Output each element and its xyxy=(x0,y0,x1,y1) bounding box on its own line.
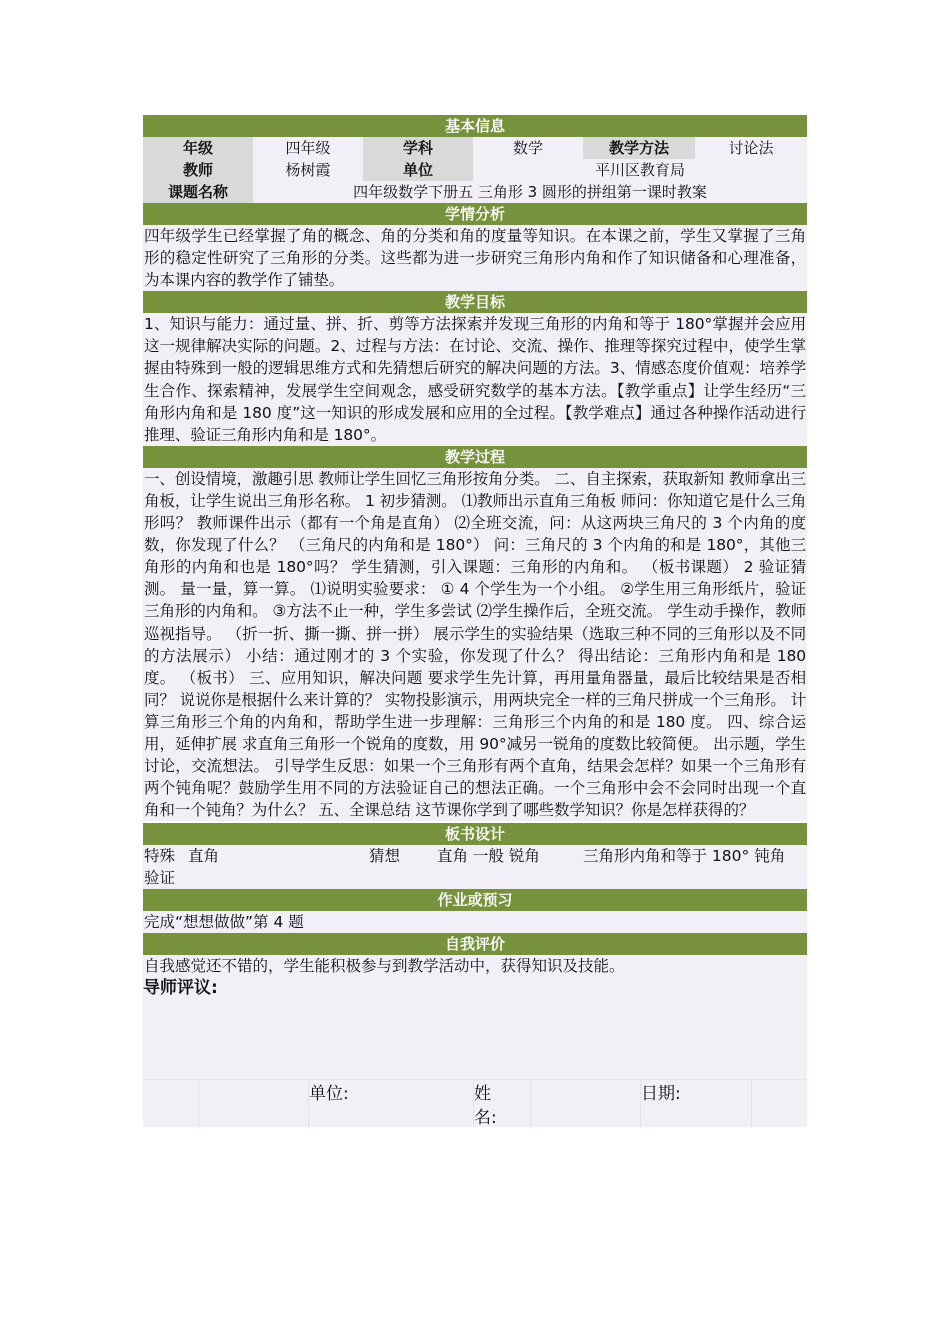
unit-signature-cell xyxy=(309,1080,474,1128)
teaching-method-value: 讨论法 xyxy=(695,137,807,159)
basic-info-row-2 xyxy=(143,159,807,181)
section-header-basic-info: 基本信息 xyxy=(143,115,807,137)
grid-cell xyxy=(143,1080,199,1128)
board-design-content xyxy=(143,845,807,889)
board-right-angle: 直角 xyxy=(188,847,220,866)
basic-info-row-3 xyxy=(143,181,807,203)
board-special: 特殊 xyxy=(144,847,176,866)
lesson-plan-document xyxy=(143,115,807,1127)
name-signature-cell xyxy=(474,1080,531,1128)
grid-cell xyxy=(199,1080,309,1128)
section-header-self-evaluation: 自我评价 xyxy=(143,933,807,955)
section-header-student-analysis: 学情分析 xyxy=(143,203,807,225)
grade-value: 四年级 xyxy=(253,137,363,159)
mentor-review-area xyxy=(143,977,807,1127)
mentor-review-title: 导师评议: xyxy=(143,978,218,999)
teacher-label: 教师 xyxy=(143,159,253,181)
board-verify: 验证 xyxy=(144,869,176,888)
unit-signature-label: 单位: xyxy=(309,1084,349,1105)
date-signature-label: 日期: xyxy=(640,1084,681,1105)
date-signature-cell xyxy=(641,1080,752,1128)
board-theorem-obtuse: 三角形内角和等于 180° 钝角 xyxy=(583,847,786,866)
subject-value: 数学 xyxy=(473,137,583,159)
basic-info-row-1 xyxy=(143,137,807,159)
unit-value: 平川区教育局 xyxy=(473,159,807,181)
section-header-homework: 作业或预习 xyxy=(143,889,807,911)
signature-grid xyxy=(143,1079,807,1128)
grid-cell xyxy=(531,1080,641,1128)
teaching-method-label: 教学方法 xyxy=(583,137,695,159)
subject-label: 学科 xyxy=(363,137,473,159)
section-header-board-design: 板书设计 xyxy=(143,823,807,845)
self-evaluation-text: 自我感觉还不错的，学生能积极参与到教学活动中，获得知识及技能。 xyxy=(143,955,807,977)
teacher-value: 杨树霞 xyxy=(253,159,363,181)
teaching-process-text: 一、创设情境，激趣引思 教师让学生回忆三角形按角分类。 二、自主探索，获取新知 教师拿出三角板，让学生说出三角形名称。 1 初步猜测。 ⑴教师出示直角三角板 师问：你知道它是什么三角形吗？ 教师课件出示（都有一个角是直角） ⑵全班交流，问：从这两块三角尺的 3 个内角的度数，你发现了什么？ （三角尺的内角和是 180°） 问：三角尺的 3 个内角的和是 180°，其他三角形的内角和也是 180°吗？ 学生猜测，引入课题：三角形的内角和。 （板书课题） 2 验证猜测。 量一量，算一算。 ⑴说明实验要求： ① 4 个学生为一个小组。 ②学生用三角形纸片，验证三角形的内角和。 ③方法不止一种，学生多尝试 ⑵学生操作后，全班交流。 学生动手操作，教师巡视指导。 （折一折、撕一撕、拼一拼） 展示学生的实验结果（选取三种不同的三角形以及不同的方法展示） 小结：通过刚才的 3 个实验，你发现了什么？ 得出结论：三角形内角和是 180 度。 （板书） 三、应用知识，解决问题 要求学生先计算，再用量角器量，最后比较结果是否相同？ 说说你是根据什么来计算的？ 实物投影演示，用两块完全一样的三角尺拼成一个三角形。 计算三角形三个角的内角和，帮助学生进一步理解：三角形三个内角的和是 180 度。 四、综合运用，延伸扩展 求直角三角形一个锐角的度数，用 90°减另一锐角的度数比较简便。 出示题，学生讨论，交流想法。 引导学生反思：如果一个三角形有两个直角，结果会怎样？如果一个三角形有两个钝角呢？鼓励学生用不同的方法验证自己的想法正确。一个三角形中会不会同时出现一个直角和一个钝角？为什么？ 五、全课总结 这节课你学到了哪些数学知识？你是怎样获得的？ xyxy=(143,468,807,822)
section-header-teaching-goals: 教学目标 xyxy=(143,291,807,313)
student-analysis-text: 四年级学生已经掌握了角的概念、角的分类和角的度量等知识。在本课之前，学生又掌握了三角形的稳定性研究了三角形的分类。这些都为进一步研究三角形内角和作了知识储备和心理准备，为本课内容的教学作了铺垫。 xyxy=(143,225,807,291)
lesson-title-label: 课题名称 xyxy=(143,181,253,203)
teaching-goals-text: 1、知识与能力：通过量、拼、折、剪等方法探索并发现三角形的内角和等于 180°掌握并会应用这一规律解决实际的问题。2、过程与方法：在讨论、交流、操作、推理等探究过程中，使学生掌握由特殊到一般的逻辑思维方式和先猜想后研究的解决问题的方法。3、情感态度价值观：培养学生合作、探索精神，发展学生空间观念，感受研究数学的基本方法。【教学重点】让学生经历“三角形内角和是 180 度”这一知识的形成发展和应用的全过程。【教学难点】通过各种操作活动进行推理、验证三角形内角和是 180°。 xyxy=(143,313,807,446)
name-signature-label: 姓名: xyxy=(474,1084,497,1129)
homework-text: 完成“想想做做”第 4 题 xyxy=(143,911,807,933)
section-header-teaching-process: 教学过程 xyxy=(143,446,807,468)
grade-label: 年级 xyxy=(143,137,253,159)
grid-cell xyxy=(752,1080,807,1128)
unit-label: 单位 xyxy=(363,159,473,181)
board-right-general-acute: 直角 一般 锐角 xyxy=(437,847,540,866)
lesson-title-value: 四年级数学下册五 三角形 3 圆形的拼组第一课时教案 xyxy=(253,181,807,203)
board-guess: 猜想 xyxy=(369,847,401,866)
